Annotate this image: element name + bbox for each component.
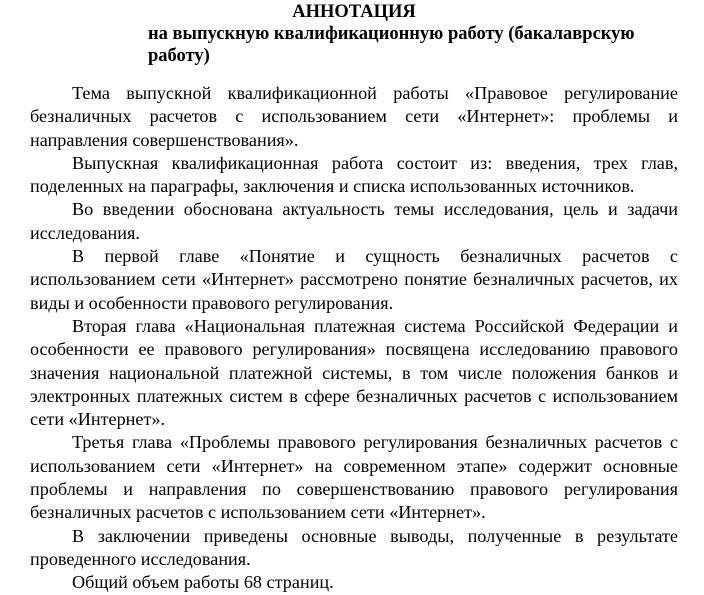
paragraph-chapter-3: Третья глава «Проблемы правового регулирования безналичных расчетов с использованием сети «Интернет» на современном этапе» содержит основные проблемы и направления по совершенствованию правового регулирования безналичных расчетов с использованием сети «Интернет». bbox=[30, 432, 678, 523]
paragraph-topic: Тема выпускной квалификационной работы «Правовое регулирование безналичных расчетов с использованием сети «Интернет»: проблемы и направления совершенствования». bbox=[30, 83, 678, 150]
document-page bbox=[30, 0, 678, 595]
paragraph-chapter-1: В первой главе «Понятие и сущность безналичных расчетов с использованием сети «Интернет» рассмотрено понятие безналичных расчетов, их виды и особенности правового регулирования. bbox=[30, 246, 678, 313]
document-body bbox=[30, 82, 678, 595]
paragraph-chapter-2: Вторая глава «Национальная платежная система Российской Федерации и особенности ее правового регулирования» посвящена исследованию правового значения национальной платежной системы, в том числе положения банков и электронных платежных систем в сфере безналичных расчетов с использованием сети «Интернет». bbox=[30, 315, 678, 430]
document-subtitle: на выпускную квалификационную работу (бакалаврскую работу) bbox=[148, 24, 635, 66]
document-title: АННОТАЦИЯ bbox=[292, 2, 416, 22]
paragraph-introduction: Во введении обоснована актуальность темы исследования, цель и задачи исследования. bbox=[30, 199, 678, 243]
paragraph-conclusion: В заключении приведены основные выводы, полученные в результате проведенного исследования. bbox=[30, 525, 678, 569]
paragraph-volume: Общий объем работы 68 страниц. bbox=[72, 572, 334, 593]
paragraph-structure: Выпускная квалификационная работа состоит из: введения, трех глав, поделенных на параграфы, заключения и списка использованных источников. bbox=[30, 152, 678, 197]
